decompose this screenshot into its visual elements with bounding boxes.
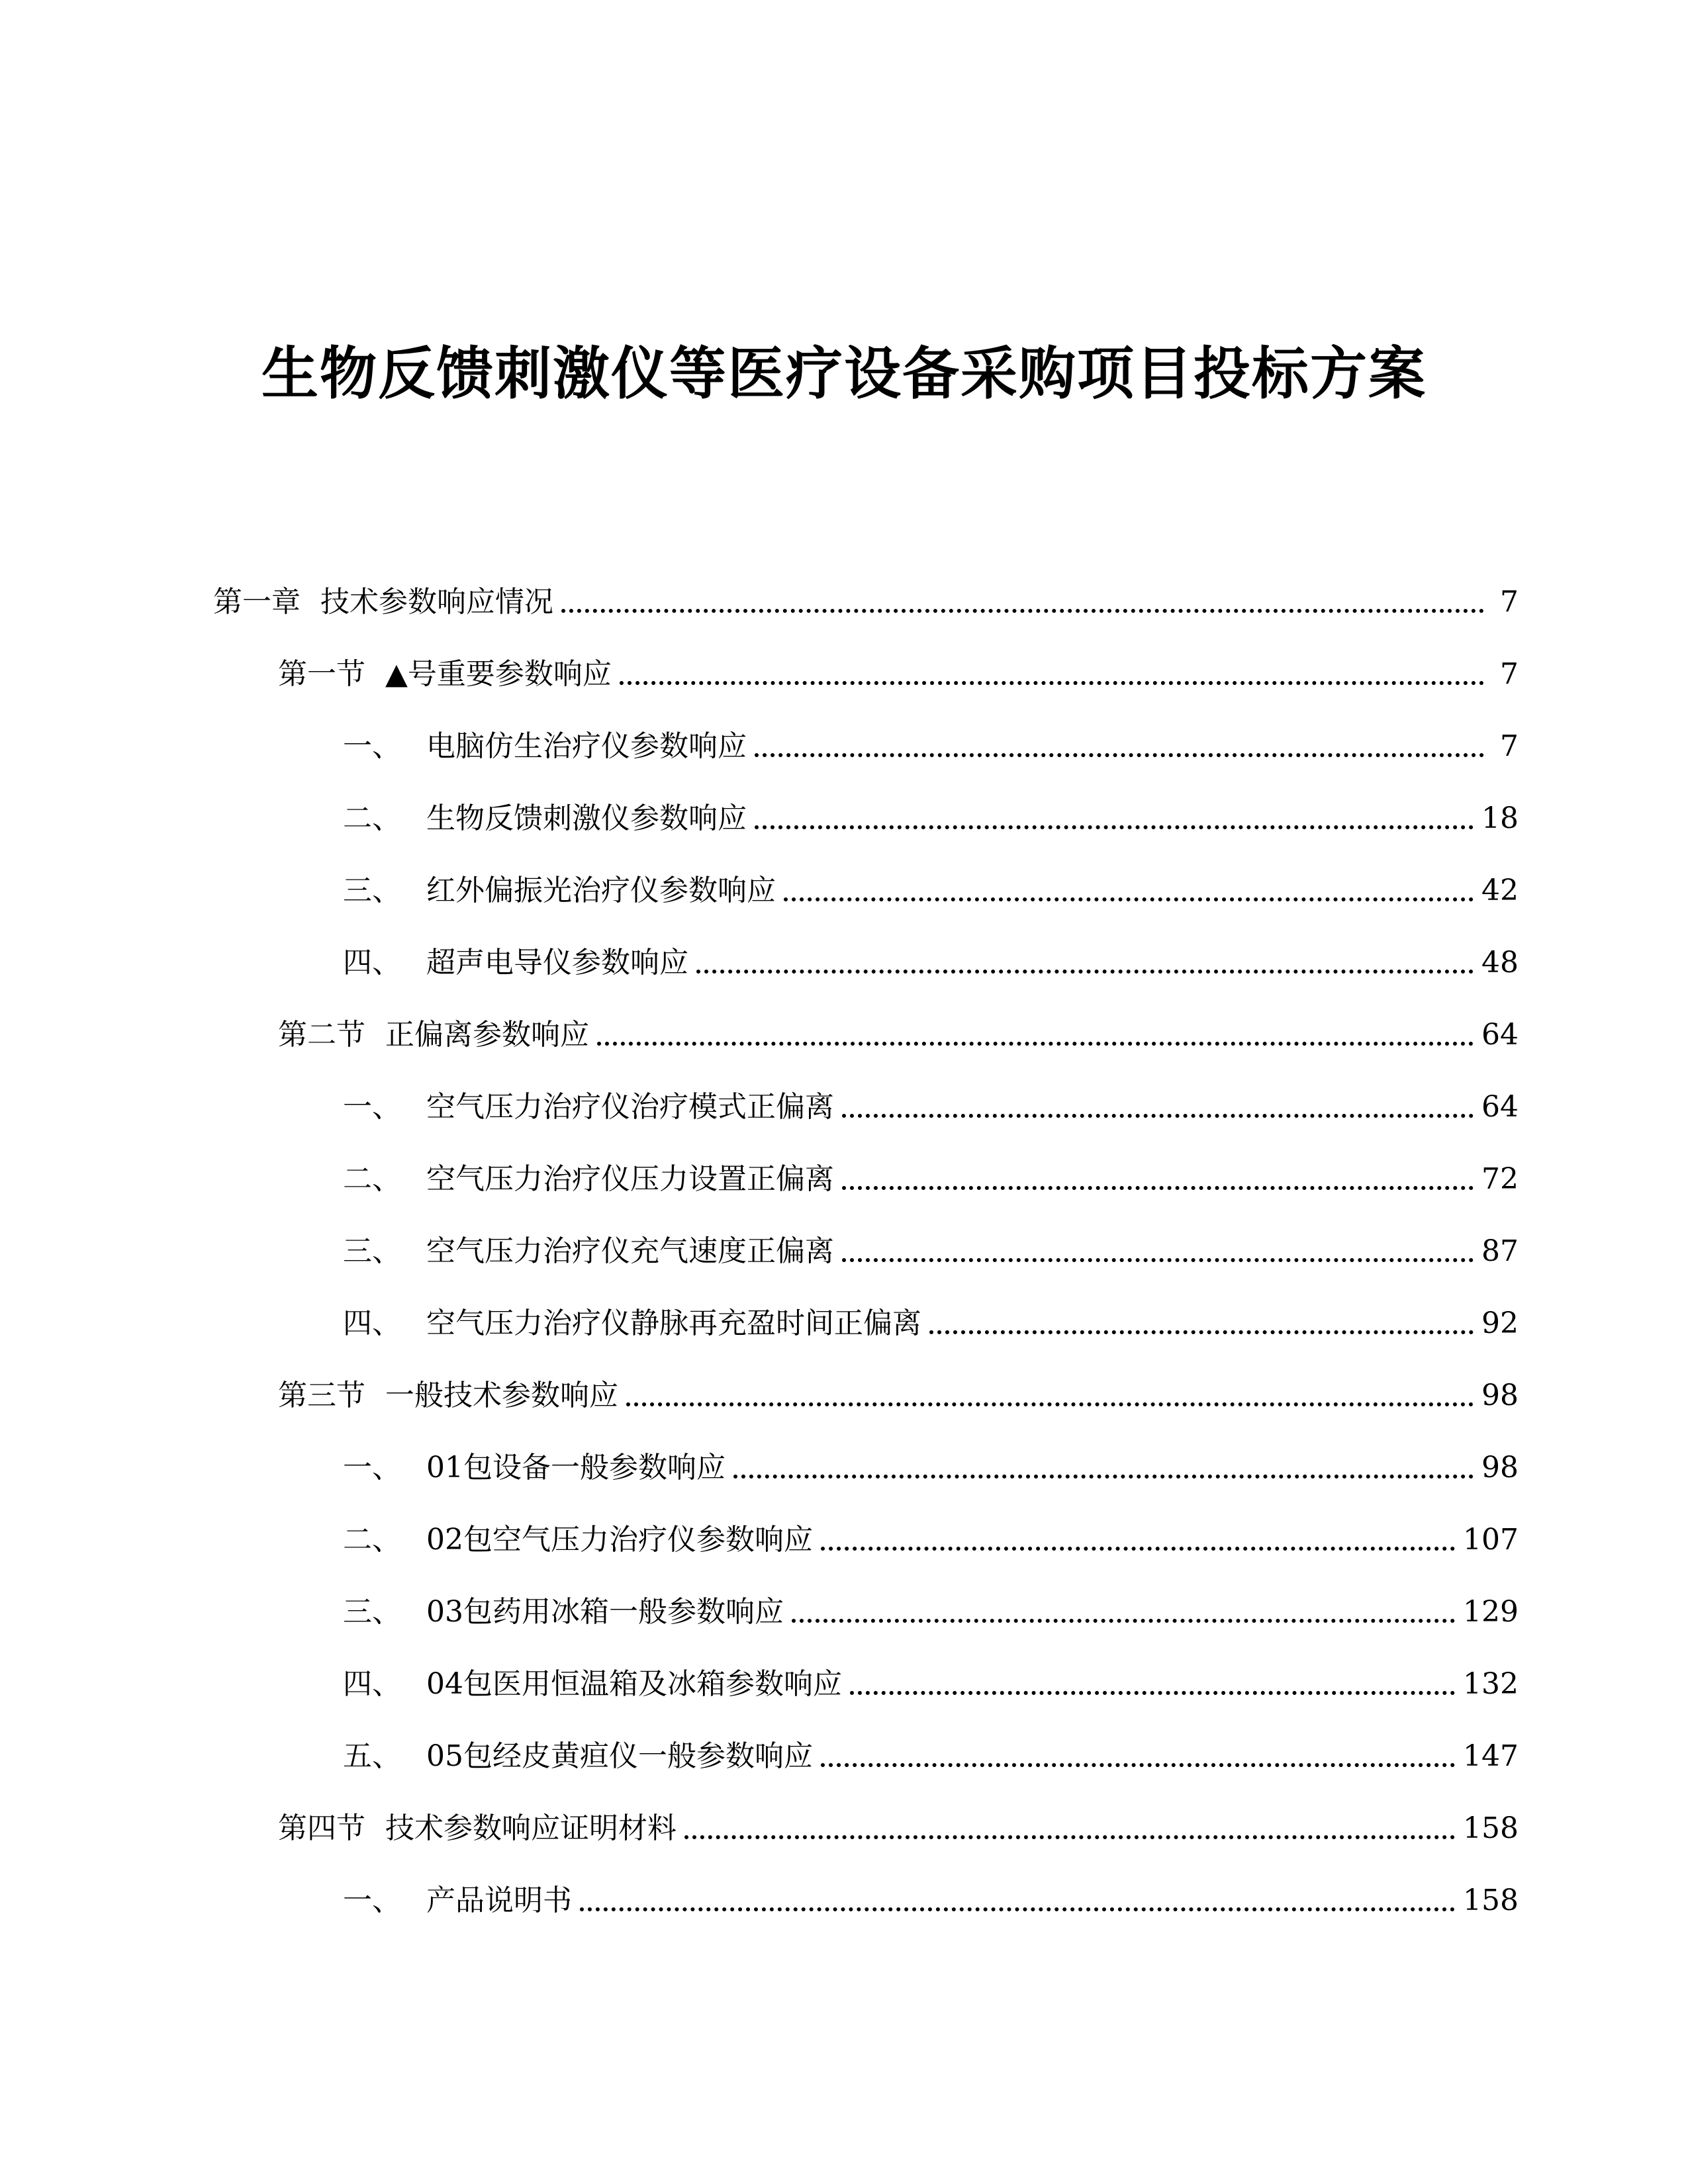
toc-entry-section-1[interactable] <box>278 648 1519 694</box>
toc-dot-leader <box>696 970 1474 974</box>
toc-number: 第一节 <box>278 657 365 691</box>
toc-page-number: 72 <box>1481 1162 1519 1196</box>
toc-number: 四、 <box>343 1306 401 1340</box>
toc-page-number: 87 <box>1481 1234 1519 1268</box>
toc-entry-item[interactable] <box>343 936 1519 983</box>
toc-dot-leader <box>929 1330 1474 1334</box>
toc-number: 四、 <box>343 1667 401 1701</box>
toc-page-number: 129 <box>1463 1595 1519 1629</box>
toc-title: 电脑仿生治疗仪参数响应 <box>426 729 747 763</box>
toc-entry-item[interactable] <box>343 1658 1519 1704</box>
toc-page-number: 158 <box>1463 1811 1519 1845</box>
toc-title: 产品说明书 <box>426 1884 572 1917</box>
toc-number: 五、 <box>343 1739 401 1773</box>
toc-title: 空气压力治疗仪治疗模式正偏离 <box>426 1090 834 1124</box>
toc-dot-leader <box>733 1475 1474 1479</box>
toc-title: 01包设备一般参数响应 <box>426 1451 726 1484</box>
toc-number: 第三节 <box>278 1379 365 1412</box>
toc-page-number: 48 <box>1481 946 1519 979</box>
toc-title: 技术参数响应情况 <box>320 585 553 619</box>
toc-entry-item[interactable] <box>343 792 1519 839</box>
toc-entry-item[interactable] <box>343 1730 1519 1776</box>
toc-entry-section-4[interactable] <box>278 1802 1519 1848</box>
toc-entry-chapter-1[interactable] <box>213 576 1519 622</box>
toc-number: 一、 <box>343 1884 401 1917</box>
toc-entry-item[interactable] <box>343 1514 1519 1560</box>
toc-entry-section-3[interactable] <box>278 1369 1519 1416</box>
toc-title: 一般技术参数响应 <box>385 1379 618 1412</box>
toc-entry-item[interactable] <box>343 720 1519 766</box>
toc-number: 四、 <box>343 946 401 979</box>
toc-dot-leader <box>821 1547 1455 1551</box>
toc-number: 二、 <box>343 801 401 835</box>
toc-page-number: 7 <box>1500 585 1519 619</box>
toc-title: 02包空气压力治疗仪参数响应 <box>426 1523 813 1557</box>
toc-number: 三、 <box>343 874 401 907</box>
toc-entry-item[interactable] <box>343 1441 1519 1488</box>
toc-page-number: 42 <box>1481 874 1519 907</box>
toc-dot-leader <box>561 609 1484 613</box>
toc-title: 生物反馈刺激仪参数响应 <box>426 801 747 835</box>
toc-number: 三、 <box>343 1595 401 1629</box>
toc-title: 超声电导仪参数响应 <box>426 946 688 979</box>
toc-title: ▲号重要参数响应 <box>385 657 612 691</box>
toc-page-number: 92 <box>1481 1306 1519 1340</box>
toc-title: 红外偏振光治疗仪参数响应 <box>426 874 776 907</box>
toc-number: 第二节 <box>278 1018 365 1052</box>
toc-title: 04包医用恒温箱及冰箱参数响应 <box>426 1667 842 1701</box>
toc-title: 技术参数响应证明材料 <box>385 1811 677 1845</box>
toc-title: 空气压力治疗仪充气速度正偏离 <box>426 1234 834 1268</box>
toc-entry-item[interactable] <box>343 864 1519 911</box>
toc-number: 二、 <box>343 1162 401 1196</box>
toc-number: 二、 <box>343 1523 401 1557</box>
toc-title: 空气压力治疗仪压力设置正偏离 <box>426 1162 834 1196</box>
toc-entry-item[interactable] <box>343 1225 1519 1271</box>
toc-page-number: 132 <box>1463 1667 1519 1701</box>
toc-number: 三、 <box>343 1234 401 1268</box>
toc-dot-leader <box>620 681 1484 685</box>
toc-page-number: 18 <box>1481 801 1519 835</box>
toc-page-number: 107 <box>1463 1523 1519 1557</box>
toc-page-number: 98 <box>1481 1379 1519 1412</box>
toc-dot-leader <box>684 1835 1455 1839</box>
toc-title: 03包药用冰箱一般参数响应 <box>426 1595 784 1629</box>
toc-number: 第四节 <box>278 1811 365 1845</box>
toc-dot-leader <box>580 1907 1455 1911</box>
toc-title: 05包经皮黄疸仪一般参数响应 <box>426 1739 813 1773</box>
toc-dot-leader <box>850 1691 1455 1695</box>
toc-title: 正偏离参数响应 <box>385 1018 589 1052</box>
toc-number: 一、 <box>343 729 401 763</box>
toc-entry-item[interactable] <box>343 1586 1519 1632</box>
toc-page-number: 7 <box>1500 657 1519 691</box>
toc-page-number: 64 <box>1481 1090 1519 1124</box>
toc-dot-leader <box>792 1619 1455 1623</box>
toc-number: 一、 <box>343 1090 401 1124</box>
toc-dot-leader <box>755 825 1474 829</box>
toc-entry-item[interactable] <box>343 1874 1519 1921</box>
toc-dot-leader <box>842 1258 1474 1262</box>
toc-dot-leader <box>821 1763 1455 1767</box>
toc-dot-leader <box>626 1402 1474 1406</box>
toc-page-number: 7 <box>1500 729 1519 763</box>
toc-page-number: 158 <box>1463 1884 1519 1917</box>
toc-dot-leader <box>842 1114 1474 1118</box>
toc-dot-leader <box>597 1042 1474 1046</box>
toc-entry-item[interactable] <box>343 1081 1519 1127</box>
toc-dot-leader <box>842 1186 1474 1190</box>
toc-page-number: 98 <box>1481 1451 1519 1484</box>
document-title: 生物反馈刺激仪等医疗设备采购项目投标方案 <box>261 340 1427 407</box>
toc-number: 一、 <box>343 1451 401 1484</box>
toc-number: 第一章 <box>213 585 301 619</box>
toc-entry-section-2[interactable] <box>278 1009 1519 1055</box>
toc-dot-leader <box>755 753 1484 757</box>
toc-dot-leader <box>784 897 1474 901</box>
toc-page-number: 147 <box>1463 1739 1519 1773</box>
toc-entry-item[interactable] <box>343 1153 1519 1199</box>
toc-entry-item[interactable] <box>343 1297 1519 1343</box>
toc-page-number: 64 <box>1481 1018 1519 1052</box>
toc-title: 空气压力治疗仪静脉再充盈时间正偏离 <box>426 1306 921 1340</box>
